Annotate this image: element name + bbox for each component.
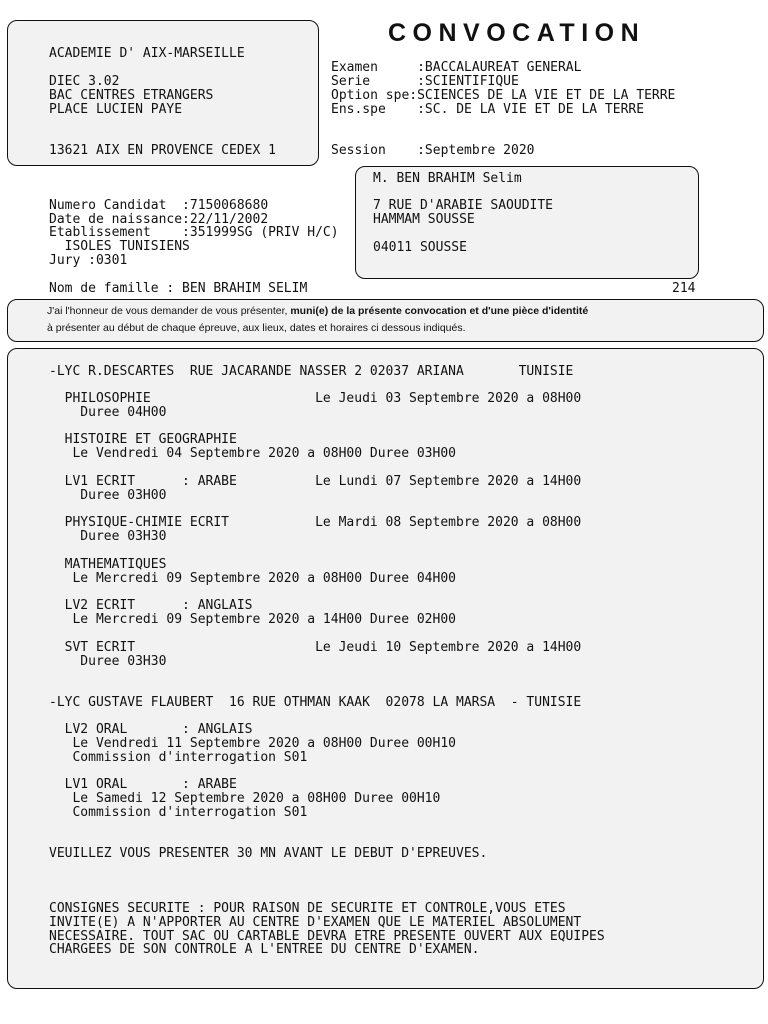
- presenter-notice: VEUILLEZ VOUS PRESENTER 30 MN AVANT LE DEBUT D'EPREUVES.: [49, 846, 488, 861]
- exam-lv1-oral: LV1 ORAL : ARABE: [49, 777, 237, 792]
- candidate-nom-famille: Nom de famille : BEN BRAHIM SELIM: [49, 281, 308, 296]
- exam-philosophie-duree: Duree 04H00: [49, 405, 167, 420]
- exam-histoire: HISTOIRE ET GEOGRAPHIE: [49, 432, 237, 447]
- exam-philosophie: PHILOSOPHIE Le Jeudi 03 Septembre 2020 a 08H00: [49, 391, 582, 406]
- exam-histoire-date: Le Vendredi 04 Septembre 2020 a 08H00 Duree 03H00: [49, 446, 456, 461]
- exam-center-2: -LYC GUSTAVE FLAUBERT 16 RUE OTHMAN KAAK 02078 LA MARSA - TUNISIE: [49, 695, 582, 710]
- candidate-etab-name: ISOLES TUNISIENS: [49, 239, 190, 254]
- notice-line-2: à présenter au début de chaque épreuve, aux lieux, dates et horaires ci dessous indiqués.: [47, 322, 466, 334]
- exam-serie: Serie :SCIENTIFIQUE: [331, 74, 519, 89]
- consignes-line-4: CHARGEES DE SON CONTROLE A L'ENTREE DU CENTRE D'EXAMEN.: [49, 942, 480, 957]
- exam-lv1-oral-commission: Commission d'interrogation S01: [49, 805, 308, 820]
- exam-lv2-ecrit: LV2 ECRIT : ANGLAIS: [49, 598, 253, 613]
- address-postal: 04011 SOUSSE: [373, 240, 467, 255]
- exam-lv1-oral-date: Le Samedi 12 Septembre 2020 a 08H00 Duree 00H10: [49, 791, 441, 806]
- exam-lv2-oral-date: Le Vendredi 11 Septembre 2020 a 08H00 Duree 00H10: [49, 736, 456, 751]
- consignes-line-2: INVITE(E) A N'APPORTER AU CENTRE D'EXAMEN QUE LE MATERIEL ABSOLUMENT: [49, 915, 582, 930]
- exam-session: Session :Septembre 2020: [331, 143, 535, 158]
- document-title: CONVOCATION: [388, 19, 646, 47]
- exam-physique-duree: Duree 03H30: [49, 529, 167, 544]
- exam-lv1-ecrit-duree: Duree 03H00: [49, 488, 167, 503]
- consignes-line-1: CONSIGNES SECURITE : POUR RAISON DE SECURITE ET CONTROLE,VOUS ETES: [49, 901, 566, 916]
- notice-line-1: [47, 305, 588, 318]
- exam-ens: Ens.spe :SC. DE LA VIE ET DE LA TERRE: [331, 102, 645, 117]
- academy-name: ACADEMIE D' AIX-MARSEILLE: [49, 46, 245, 61]
- exam-option: Option spe:SCIENCES DE LA VIE ET DE LA TERRE: [331, 88, 676, 103]
- candidate-etablissement: Etablissement :351999SG (PRIV H/C): [49, 225, 339, 240]
- academy-line-1: DIEC 3.02: [49, 74, 120, 89]
- exam-svt: SVT ECRIT Le Jeudi 10 Septembre 2020 a 14H00: [49, 640, 582, 655]
- academy-postal: 13621 AIX EN PROVENCE CEDEX 1: [49, 143, 276, 158]
- candidate-jury: Jury :0301: [49, 253, 128, 268]
- exam-mathematiques-date: Le Mercredi 09 Septembre 2020 a 08H00 Duree 04H00: [49, 571, 456, 586]
- exam-physique: PHYSIQUE-CHIMIE ECRIT Le Mardi 08 Septembre 2020 a 08H00: [49, 515, 582, 530]
- notice-text-regular: J'ai l'honneur de vous demander de vous présenter,: [47, 305, 291, 317]
- candidate-naissance: Date de naissance:22/11/2002: [49, 212, 269, 227]
- address-city: HAMMAM SOUSSE: [373, 212, 475, 227]
- exam-lv2-ecrit-date: Le Mercredi 09 Septembre 2020 a 14H00 Duree 02H00: [49, 612, 456, 627]
- academy-line-2: BAC CENTRES ETRANGERS: [49, 88, 214, 103]
- exam-examen: Examen :BACCALAUREAT GENERAL: [331, 60, 582, 75]
- exam-lv2-oral-commission: Commission d'interrogation S01: [49, 750, 308, 765]
- exam-lv2-oral: LV2 ORAL : ANGLAIS: [49, 722, 253, 737]
- exam-lv1-ecrit: LV1 ECRIT : ARABE Le Lundi 07 Septembre 2020 a 14H00: [49, 474, 582, 489]
- academy-line-3: PLACE LUCIEN PAYE: [49, 102, 183, 117]
- exam-mathematiques: MATHEMATIQUES: [49, 557, 167, 572]
- address-name: M. BEN BRAHIM Selim: [373, 171, 522, 186]
- notice-text-bold: muni(e) de la présente convocation et d'une pièce d'identité: [290, 305, 589, 317]
- exam-svt-duree: Duree 03H30: [49, 654, 167, 669]
- exam-center-1: -LYC R.DESCARTES RUE JACARANDE NASSER 2 02037 ARIANA TUNISIE: [49, 364, 574, 379]
- consignes-line-3: NECESSAIRE. TOUT SAC OU CARTABLE DEVRA ETRE PRESENTE OUVERT AUX EQUIPES: [49, 929, 605, 944]
- candidate-numero: Numero Candidat :7150068680: [49, 198, 269, 213]
- page-number: 214: [672, 281, 696, 296]
- address-street: 7 RUE D'ARABIE SAOUDITE: [373, 198, 554, 213]
